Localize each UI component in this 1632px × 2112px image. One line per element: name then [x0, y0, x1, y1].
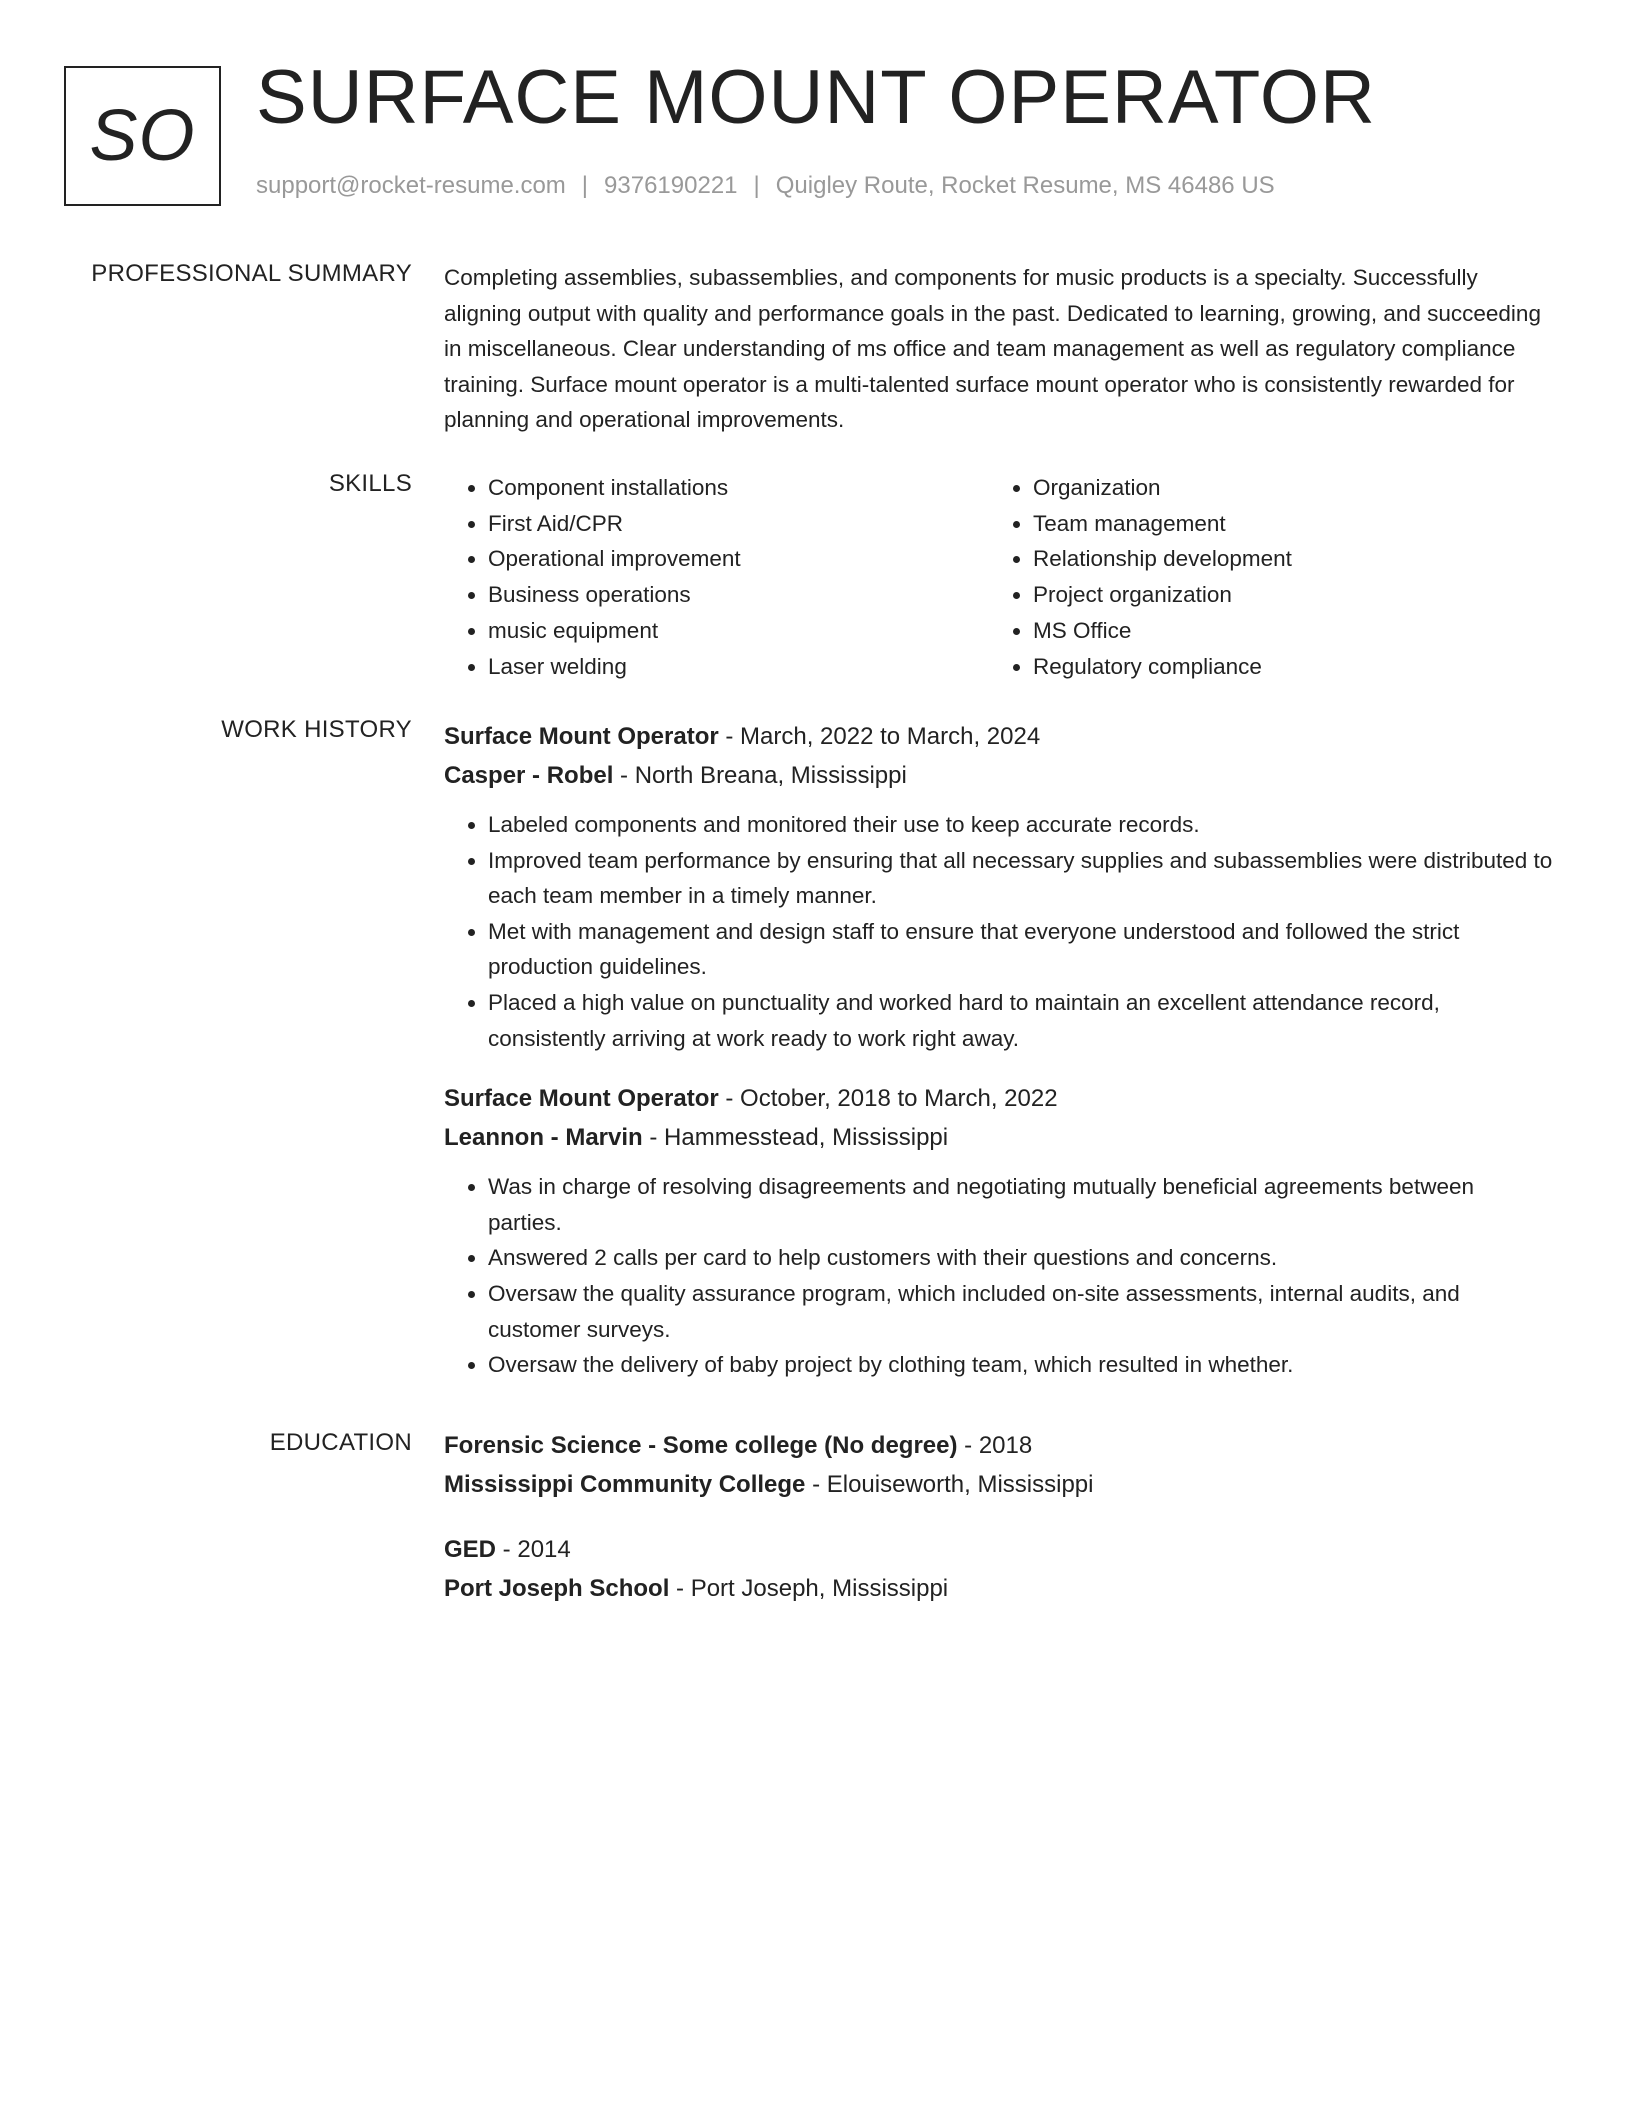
contact-phone[interactable]: 9376190221 — [604, 172, 738, 199]
contact-separator: | — [581, 172, 589, 199]
education-heading: EDUCATION — [269, 1429, 412, 1456]
job-bullet: • Was in charge of resolving disagreements and negotiating mutually beneficial agreements between parties. — [488, 1169, 1554, 1240]
skill-item: • Laser welding — [488, 649, 989, 685]
contact-line — [256, 172, 1275, 200]
job-company-line — [444, 1118, 1554, 1157]
skill-item: • Business operations — [488, 577, 989, 613]
summary-text: Completing assemblies, subassemblies, and components for music products is a specialty. Successfully aligning output with quality and performance goals in the past. Dedicated to learning, growing, and succeeding in miscellaneous. Clear understanding of ms office and team management as well as regulatory compliance training. Surface mount operator is a multi-talented surface mount operator who is consistently rewarded for planning and operational improvements. — [444, 265, 1541, 432]
contact-email[interactable]: support@rocket-resume.com — [256, 172, 566, 199]
education-entry — [444, 1531, 1554, 1609]
job-dates: - October, 2018 to March, 2022 — [718, 1085, 1058, 1113]
job-bullet: • Labeled components and monitored their use to keep accurate records. — [488, 807, 1554, 843]
job-bullet: • Oversaw the quality assurance program, which included on-site assessments, internal audits, and customer surveys. — [488, 1276, 1554, 1347]
education-entry — [444, 1427, 1554, 1505]
education-location: - Port Joseph, Mississippi — [669, 1575, 949, 1602]
job-title-line — [444, 718, 1554, 756]
skill-item: • First Aid/CPR — [488, 506, 989, 542]
skills-list-right — [989, 470, 1534, 684]
job-entry — [444, 718, 1554, 1056]
skill-item: • music equipment — [488, 613, 989, 649]
work-history-heading: WORK HISTORY — [221, 716, 412, 743]
education-school: Mississippi Community College — [444, 1471, 806, 1498]
job-bullet: • Answered 2 calls per card to help customers with their questions and concerns. — [488, 1240, 1554, 1276]
job-title: Surface Mount Operator — [444, 723, 719, 750]
skill-item: • Operational improvement — [488, 541, 989, 577]
skills-heading: SKILLS — [328, 470, 412, 497]
education-year: - 2014 — [496, 1536, 571, 1563]
education-school-line — [444, 1569, 1554, 1609]
job-company-line — [444, 756, 1554, 795]
job-title: Surface Mount Operator — [444, 1085, 719, 1113]
skill-item: • Project organization — [1033, 577, 1534, 613]
skill-item: • Regulatory compliance — [1033, 649, 1534, 685]
job-company: Casper - Robel — [444, 762, 614, 789]
job-entry — [444, 1080, 1554, 1383]
education-degree: GED — [444, 1536, 497, 1563]
job-bullet: • Placed a high value on punctuality and worked hard to maintain an excellent attendance record, consistently arriving at work ready to work right away. — [488, 985, 1554, 1056]
skill-item: • Organization — [1033, 470, 1534, 506]
job-dates: - March, 2022 to March, 2024 — [718, 723, 1041, 750]
job-location: - North Breana, Mississippi — [613, 762, 907, 789]
education-degree-line — [444, 1427, 1554, 1465]
job-bullets — [444, 1169, 1554, 1383]
monogram-initials: SO — [89, 96, 196, 176]
job-bullets — [444, 807, 1554, 1056]
education-degree-line — [444, 1531, 1554, 1569]
job-company: Leannon - Marvin — [444, 1124, 643, 1152]
skill-item: • Team management — [1033, 506, 1534, 542]
skill-item: • MS Office — [1033, 613, 1534, 649]
resume-title: SURFACE MOUNT OPERATOR — [256, 55, 1376, 140]
contact-address: Quigley Route, Rocket Resume, MS 46486 US — [775, 172, 1275, 199]
monogram-box — [64, 66, 221, 206]
job-bullet: • Improved team performance by ensuring that all necessary supplies and subassemblies were distributed to each team member in a timely manner. — [488, 843, 1554, 914]
skill-item: • Component installations — [488, 470, 989, 506]
education-degree: Forensic Science - Some college (No degree) — [444, 1432, 958, 1459]
skill-item: • Relationship development — [1033, 541, 1534, 577]
summary-heading: PROFESSIONAL SUMMARY — [91, 260, 412, 287]
education-location: - Elouiseworth, Mississippi — [805, 1471, 1094, 1498]
job-location: - Hammesstead, Mississippi — [642, 1124, 949, 1152]
job-bullet: • Met with management and design staff to ensure that everyone understood and followed the strict production guidelines. — [488, 914, 1554, 985]
education-year: - 2018 — [957, 1432, 1033, 1459]
education-school: Port Joseph School — [444, 1575, 670, 1602]
education-school-line — [444, 1465, 1554, 1505]
job-bullet: • Oversaw the delivery of baby project by clothing team, which resulted in whether. — [488, 1347, 1554, 1383]
job-title-line — [444, 1080, 1554, 1118]
skills-list-left — [444, 470, 989, 684]
contact-separator: | — [753, 172, 760, 199]
